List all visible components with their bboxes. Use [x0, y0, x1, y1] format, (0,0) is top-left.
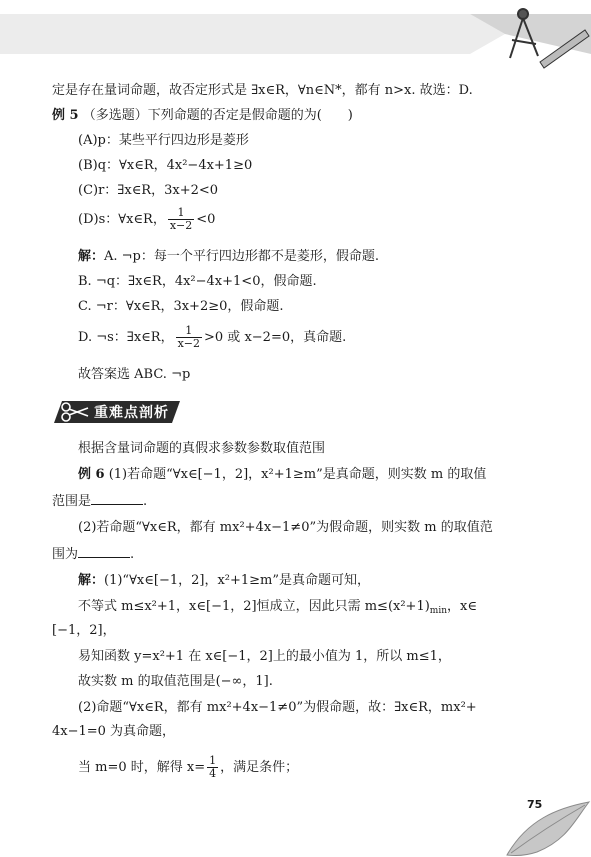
solution-6-1 — [78, 572, 370, 590]
option-c: (C)r：∃x∈R，3x+2<0 — [78, 183, 219, 198]
header-decoration — [0, 0, 591, 70]
solution-6-8-post: ，满足条件； — [220, 760, 299, 775]
solution-6-4: 易知函数 y=x²+1 在 x∈[−1，2]上的最小值为 1，所以 m≤1， — [78, 649, 451, 664]
solution-d-fraction — [176, 325, 202, 350]
example-6-q1-cont — [52, 492, 147, 511]
solution-5-b: B. ¬q：∃x∈R，4x²−4x+1<0，假命题. — [78, 274, 317, 289]
fraction-numerator: 1 — [176, 325, 202, 338]
option-d-pre: (D)s：∀x∈R， — [78, 212, 166, 227]
fraction-denominator: x−2 — [177, 337, 201, 350]
section-heading — [52, 399, 180, 425]
solution-6-8 — [78, 755, 298, 780]
section-title: 重难点剖析 — [94, 405, 169, 421]
solution-a-text: A. ¬p：每一个平行四边形都不是菱形，假命题. — [104, 249, 380, 264]
solution-6-2-pre: 不等式 m≤x²+1，x∈[−1，2]恒成立，因此只需 m≤(x²+1) — [78, 599, 430, 614]
topic-line: 根据含量词命题的真假求参数参数取值范围 — [78, 441, 326, 456]
fraction-denominator: 4 — [209, 767, 217, 780]
solution-5-d — [78, 325, 346, 350]
continuation-line: 定是存在量词命题，故否定形式是 ∃x∈R，∀n∈N*，都有 n>x. 故选：D. — [52, 83, 473, 98]
fraction-denominator: x−2 — [169, 219, 193, 232]
example-6-q2: (2)若命题“∀x∈R，都有 mx²+4x−1≠0”为假命题，则实数 m 的取值范 — [78, 520, 493, 535]
leaf-decoration-icon — [497, 800, 591, 857]
one-quarter-fraction — [207, 755, 218, 780]
option-d-fraction — [168, 207, 194, 232]
example-6-heading — [78, 466, 486, 484]
fraction-numerator: 1 — [168, 207, 194, 220]
answer-line: 故答案选 ABC. ¬p — [78, 367, 191, 382]
solution-6-1-text: (1)“∀x∈[−1，2]，x²+1≥m”是真命题可知， — [104, 573, 371, 588]
example-5-heading — [52, 107, 353, 125]
q1-period: . — [143, 494, 148, 509]
example-5-label: 例 5 — [52, 108, 79, 123]
option-d — [78, 207, 215, 232]
solution-d-post: >0 或 x−2=0，真命题. — [204, 330, 347, 345]
solution-6-3: [−1，2]， — [52, 623, 116, 638]
option-a: (A)p：某些平行四边形是菱形 — [78, 133, 249, 148]
fraction-numerator: 1 — [209, 754, 217, 767]
solution-label: 解： — [78, 573, 105, 588]
solution-6-2 — [78, 598, 477, 620]
option-b: (B)q：∀x∈R，4x²−4x+1≥0 — [78, 158, 253, 173]
solution-5-a — [78, 248, 379, 266]
q1-prefix: 范围是 — [52, 494, 92, 509]
solution-6-6: (2)命题“∀x∈R，都有 mx²+4x−1≠0”为假命题，故：∃x∈R，mx²+ — [78, 700, 477, 715]
solution-6-5: 故实数 m 的取值范围是(−∞，1]. — [78, 674, 273, 689]
option-d-post: <0 — [196, 212, 216, 227]
solution-6-7: 4x−1=0 为真命题， — [52, 724, 176, 739]
page-number: 75 — [527, 798, 543, 811]
example-6-q2-cont — [52, 545, 134, 564]
solution-label: 解： — [78, 249, 105, 264]
answer-blank — [78, 545, 130, 558]
solution-d-pre: D. ¬s：∃x∈R， — [78, 330, 174, 345]
q2-period: . — [130, 547, 135, 562]
q2-prefix: 围为 — [52, 547, 79, 562]
solution-5-c: C. ¬r：∀x∈R，3x+2≥0，假命题. — [78, 299, 284, 314]
solution-6-8-pre: 当 m=0 时，解得 x= — [78, 760, 206, 775]
example-6-label: 例 6 — [78, 467, 105, 482]
example-6-q1: (1)若命题“∀x∈[−1，2]，x²+1≥m”是真命题，则实数 m 的取值 — [108, 467, 487, 482]
solution-6-2-post: ，x∈ — [447, 599, 477, 614]
answer-blank — [91, 492, 143, 505]
example-5-question: （多选题）下列命题的否定是假命题的为( ) — [82, 108, 353, 123]
min-subscript: min — [429, 606, 448, 616]
